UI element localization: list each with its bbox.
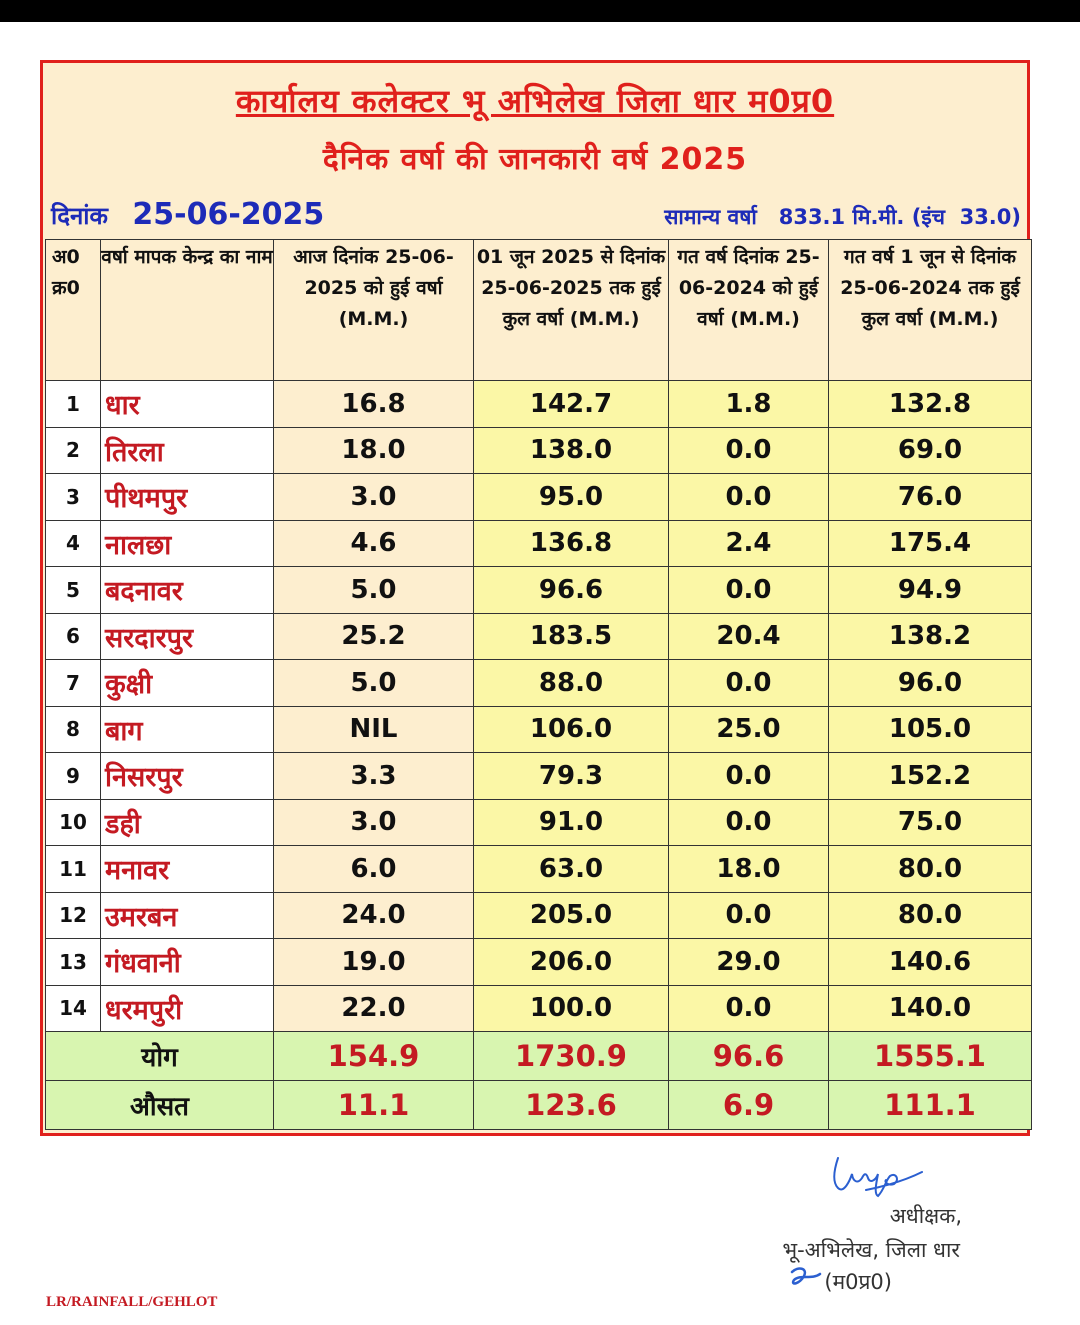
station-name: तिरला <box>101 427 274 474</box>
total-rain-2025: 96.6 <box>474 567 669 614</box>
row-serial: 1 <box>46 381 101 428</box>
total-rain-2025: 95.0 <box>474 474 669 521</box>
signature-designation: अधीक्षक, <box>889 1204 962 1228</box>
screen-top-bar <box>0 0 1080 22</box>
date-value: 25-06-2025 <box>132 197 325 232</box>
today-rain: 6.0 <box>274 846 474 893</box>
average-value: 111.1 <box>829 1081 1032 1130</box>
total-value: 1555.1 <box>829 1032 1032 1081</box>
total-rain-2025: 183.5 <box>474 613 669 660</box>
table-row <box>46 427 1032 474</box>
report-subtitle: दैनिक वर्षा की जानकारी वर्ष 2025 <box>322 142 748 177</box>
total-rain-2024: 96.0 <box>829 660 1032 707</box>
signature-department: भू-अभिलेख, जिला धार <box>782 1238 960 1262</box>
total-rain-2024: 80.0 <box>829 892 1032 939</box>
today-rain: 22.0 <box>274 985 474 1032</box>
station-name: मनावर <box>101 846 274 893</box>
station-name: सरदारपुर <box>101 613 274 660</box>
average-value: 123.6 <box>474 1081 669 1130</box>
table-row <box>46 567 1032 614</box>
lastyear-day-rain: 0.0 <box>669 660 829 707</box>
today-rain: 3.0 <box>274 474 474 521</box>
lastyear-day-rain: 2.4 <box>669 520 829 567</box>
station-name: पीथमपुर <box>101 474 274 521</box>
average-value: 6.9 <box>669 1081 829 1130</box>
today-rain: 18.0 <box>274 427 474 474</box>
row-serial: 3 <box>46 474 101 521</box>
col-header-total-2025: 01 जून 2025 से दिनांक 25-06-2025 तक हुई कुल वर्षा (M.M.) <box>474 240 669 381</box>
lastyear-day-rain: 0.0 <box>669 427 829 474</box>
total-rain-2025: 142.7 <box>474 381 669 428</box>
station-name: नालछा <box>101 520 274 567</box>
lastyear-day-rain: 0.0 <box>669 985 829 1032</box>
total-rain-2025: 79.3 <box>474 753 669 800</box>
table-row <box>46 474 1032 521</box>
station-name: गंधवानी <box>101 939 274 986</box>
lastyear-day-rain: 0.0 <box>669 799 829 846</box>
lastyear-day-rain: 18.0 <box>669 846 829 893</box>
initials-scribble <box>784 1262 828 1292</box>
table-header-row <box>46 240 1032 381</box>
col-header-station: वर्षा मापक केन्द्र का नाम <box>101 240 274 381</box>
total-rain-2024: 138.2 <box>829 613 1032 660</box>
row-serial: 6 <box>46 613 101 660</box>
rainfall-table <box>45 239 1032 1130</box>
report-date <box>51 197 324 232</box>
total-rain-2024: 152.2 <box>829 753 1032 800</box>
today-rain: 4.6 <box>274 520 474 567</box>
row-serial: 2 <box>46 427 101 474</box>
today-rain: 24.0 <box>274 892 474 939</box>
today-rain: 5.0 <box>274 660 474 707</box>
total-rain-2025: 91.0 <box>474 799 669 846</box>
row-serial: 8 <box>46 706 101 753</box>
footer-code: LR/RAINFALL/GEHLOT <box>46 1294 218 1310</box>
total-rain-2024: 140.0 <box>829 985 1032 1032</box>
table-row <box>46 520 1032 567</box>
station-name: बदनावर <box>101 567 274 614</box>
office-title: कार्यालय कलेक्टर भू अभिलेख जिला धार म0प्र0 <box>235 82 835 120</box>
today-rain: 3.0 <box>274 799 474 846</box>
today-rain: 25.2 <box>274 613 474 660</box>
average-row <box>46 1081 1032 1130</box>
total-rain-2025: 136.8 <box>474 520 669 567</box>
signature-state: (म0प्र0) <box>824 1270 892 1294</box>
average-value: 11.1 <box>274 1081 474 1130</box>
row-serial: 5 <box>46 567 101 614</box>
table-row <box>46 892 1032 939</box>
today-rain: 5.0 <box>274 567 474 614</box>
date-label: दिनांक <box>51 202 108 230</box>
station-name: डही <box>101 799 274 846</box>
rainfall-report-sheet <box>40 60 1030 1136</box>
total-rain-2025: 63.0 <box>474 846 669 893</box>
total-rain-2025: 100.0 <box>474 985 669 1032</box>
total-value: 1730.9 <box>474 1032 669 1081</box>
total-row <box>46 1032 1032 1081</box>
row-serial: 13 <box>46 939 101 986</box>
total-rain-2025: 205.0 <box>474 892 669 939</box>
row-serial: 4 <box>46 520 101 567</box>
today-rain: 19.0 <box>274 939 474 986</box>
col-header-total-2024: गत वर्ष 1 जून से दिनांक 25-06-2024 तक हुई कुल वर्षा (M.M.) <box>829 240 1032 381</box>
lastyear-day-rain: 20.4 <box>669 613 829 660</box>
total-rain-2025: 138.0 <box>474 427 669 474</box>
table-row <box>46 706 1032 753</box>
today-rain: NIL <box>274 706 474 753</box>
total-rain-2024: 105.0 <box>829 706 1032 753</box>
row-serial: 14 <box>46 985 101 1032</box>
total-rain-2024: 94.9 <box>829 567 1032 614</box>
station-name: कुक्षी <box>101 660 274 707</box>
station-name: बाग <box>101 706 274 753</box>
total-rain-2025: 206.0 <box>474 939 669 986</box>
lastyear-day-rain: 25.0 <box>669 706 829 753</box>
col-header-serial: अ0 क्र0 <box>46 240 101 381</box>
station-name: निसरपुर <box>101 753 274 800</box>
today-rain: 3.3 <box>274 753 474 800</box>
row-serial: 10 <box>46 799 101 846</box>
average-label: औसत <box>46 1081 274 1130</box>
station-name: उमरबन <box>101 892 274 939</box>
today-rain: 16.8 <box>274 381 474 428</box>
signature-scribble <box>826 1150 926 1200</box>
total-value: 154.9 <box>274 1032 474 1081</box>
table-row <box>46 846 1032 893</box>
col-header-today: आज दिनांक 25-06-2025 को हुई वर्षा (M.M.) <box>274 240 474 381</box>
lastyear-day-rain: 0.0 <box>669 892 829 939</box>
row-serial: 11 <box>46 846 101 893</box>
table-row <box>46 381 1032 428</box>
total-rain-2024: 75.0 <box>829 799 1032 846</box>
lastyear-day-rain: 0.0 <box>669 474 829 521</box>
lastyear-day-rain: 29.0 <box>669 939 829 986</box>
table-row <box>46 660 1032 707</box>
total-rain-2024: 140.6 <box>829 939 1032 986</box>
row-serial: 12 <box>46 892 101 939</box>
total-label: योग <box>46 1032 274 1081</box>
table-row <box>46 753 1032 800</box>
row-serial: 7 <box>46 660 101 707</box>
total-rain-2024: 80.0 <box>829 846 1032 893</box>
total-rain-2024: 69.0 <box>829 427 1032 474</box>
station-name: धार <box>101 381 274 428</box>
total-rain-2024: 76.0 <box>829 474 1032 521</box>
col-header-lastyear-day: गत वर्ष दिनांक 25-06-2024 को हुई वर्षा (M.M.) <box>669 240 829 381</box>
total-rain-2025: 106.0 <box>474 706 669 753</box>
table-row <box>46 799 1032 846</box>
total-rain-2024: 132.8 <box>829 381 1032 428</box>
lastyear-day-rain: 0.0 <box>669 567 829 614</box>
station-name: धरमपुरी <box>101 985 274 1032</box>
total-rain-2025: 88.0 <box>474 660 669 707</box>
table-row <box>46 985 1032 1032</box>
total-rain-2024: 175.4 <box>829 520 1032 567</box>
lastyear-day-rain: 1.8 <box>669 381 829 428</box>
row-serial: 9 <box>46 753 101 800</box>
table-row <box>46 613 1032 660</box>
table-row <box>46 939 1032 986</box>
normal-rainfall: सामान्य वर्षा 833.1 मि.मी. (इंच 33.0) <box>664 205 1021 229</box>
lastyear-day-rain: 0.0 <box>669 753 829 800</box>
total-value: 96.6 <box>669 1032 829 1081</box>
